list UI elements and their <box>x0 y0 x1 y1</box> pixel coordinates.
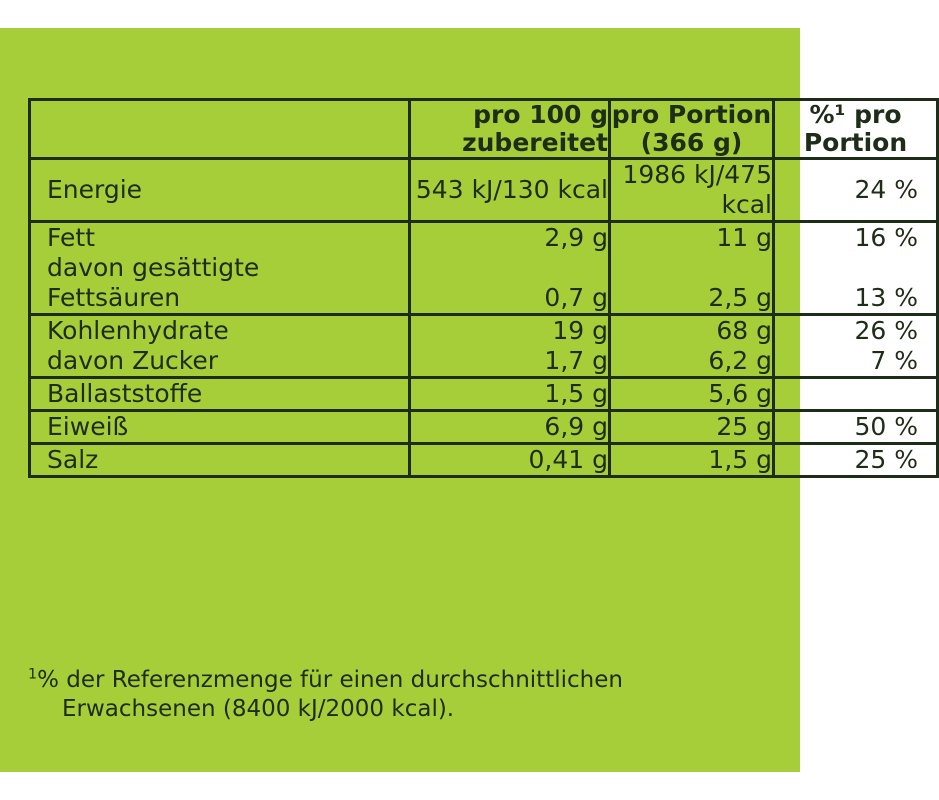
footnote-line-1 <box>28 667 623 693</box>
row-label: Fettsäuren <box>47 283 181 312</box>
header-per-100g-main: pro 100 g <box>473 100 608 129</box>
header-per-portion-main: pro Portion <box>611 100 772 129</box>
nutrition-label-panel <box>0 28 918 772</box>
row-label: davon gesättigte <box>47 253 260 282</box>
nutrition-table-wrapper <box>28 98 918 478</box>
row-value-per-portion <box>610 253 774 283</box>
row-label: Eiweiß <box>30 411 410 444</box>
header-percent-main: %¹ pro <box>809 100 902 129</box>
table-row <box>30 159 938 222</box>
row-value-per-portion: 6,2 g <box>610 346 774 378</box>
row-value-percent: 26 % <box>774 315 938 347</box>
row-value-per-100g: 2,9 g <box>410 222 610 254</box>
header-per-portion-sub: (366 g) <box>640 128 743 157</box>
table-header-row <box>30 100 938 159</box>
row-label: Ballaststoffe <box>30 378 410 411</box>
row-value-per-portion: 5,6 g <box>610 378 774 411</box>
row-value-per-100g <box>410 253 610 283</box>
row-value-per-portion: 11 g <box>610 222 774 254</box>
row-label: davon Zucker <box>47 346 219 375</box>
row-value-per-100g: 0,41 g <box>410 444 610 477</box>
row-value-per-100g: 6,9 g <box>410 411 610 444</box>
row-value-percent: 16 % <box>774 222 938 254</box>
table-row <box>30 315 938 347</box>
row-value-percent: 7 % <box>870 346 918 375</box>
header-per-100g-sub: zubereitet <box>462 128 608 157</box>
table-row <box>30 283 938 315</box>
row-value-per-portion: 25 g <box>610 411 774 444</box>
footnote <box>28 665 772 725</box>
row-label: Salz <box>30 444 410 477</box>
row-value-per-100g: 1,7 g <box>410 346 610 378</box>
row-value-per-100g: 1,5 g <box>410 378 610 411</box>
table-row <box>30 378 938 411</box>
row-label: Energie <box>30 159 410 222</box>
footnote-text-2: Erwachsenen (8400 kJ/2000 kcal). <box>62 696 455 723</box>
footnote-marker: 1 <box>28 666 38 682</box>
table-row <box>30 411 938 444</box>
header-nutrient <box>30 100 410 159</box>
row-value-per-100g: 19 g <box>410 315 610 347</box>
row-value-per-100g: 543 kJ/130 kcal <box>410 159 610 222</box>
table-row <box>30 253 938 283</box>
row-value-percent <box>774 253 938 283</box>
row-value-percent: 24 % <box>774 159 938 222</box>
row-value-percent: 13 % <box>854 283 918 312</box>
header-percent-sub: Portion <box>803 128 908 157</box>
row-value-percent <box>774 378 938 411</box>
table-row <box>30 444 938 477</box>
row-value-per-100g: 0,7 g <box>410 283 610 315</box>
row-value-per-portion: 1986 kJ/475 kcal <box>610 159 774 222</box>
footnote-text-1: % der Referenzmenge für einen durchschnittlichen <box>37 666 623 693</box>
row-value-per-portion: 1,5 g <box>610 444 774 477</box>
row-value-percent: 50 % <box>774 411 938 444</box>
header-per-portion <box>610 100 774 159</box>
row-label: Fett <box>30 222 410 254</box>
table-row <box>30 222 938 254</box>
table-row <box>30 346 938 378</box>
row-value-percent: 25 % <box>774 444 938 477</box>
row-label: Kohlenhydrate <box>30 315 410 347</box>
header-per-100g <box>410 100 610 159</box>
nutrition-table <box>28 98 939 478</box>
row-value-per-portion: 2,5 g <box>610 283 774 315</box>
header-percent-portion <box>774 100 938 159</box>
row-value-per-portion: 68 g <box>610 315 774 347</box>
